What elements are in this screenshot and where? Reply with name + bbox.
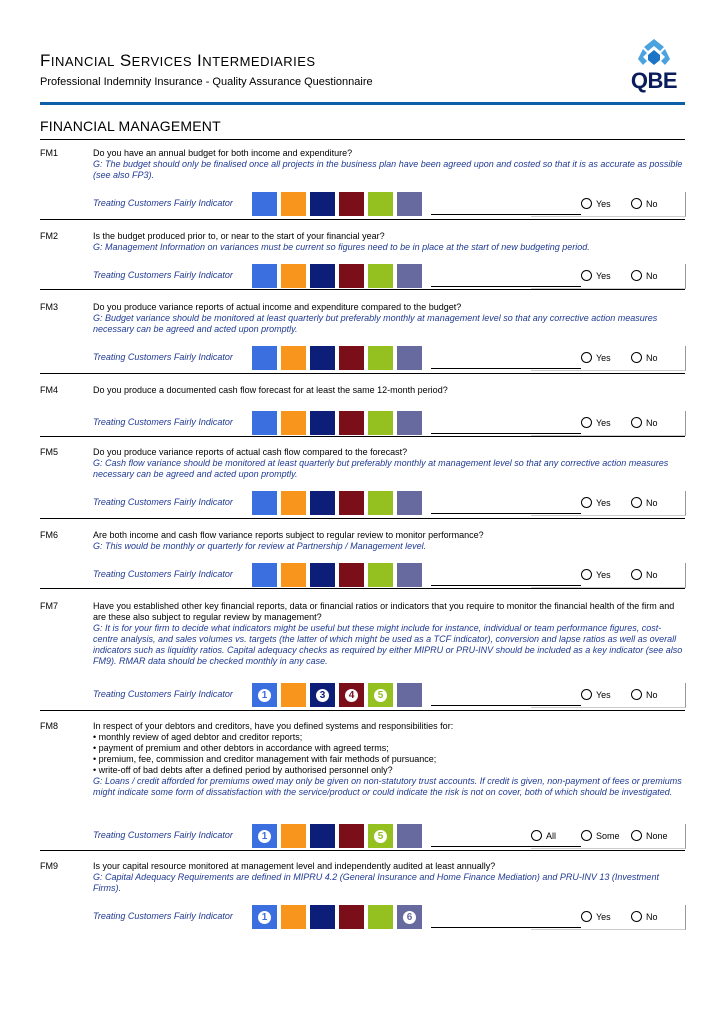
tcf-indicator-row	[93, 346, 685, 370]
tcf-box-6[interactable]	[397, 683, 422, 707]
question-divider	[40, 850, 685, 851]
tcf-box-2[interactable]	[281, 824, 306, 848]
option-label: Yes	[596, 497, 611, 508]
tcf-number-1-icon: 1	[258, 830, 271, 843]
option-yes[interactable]	[581, 270, 611, 281]
question-text: Do you produce a documented cash flow forecast for at least the same 12-month period?	[93, 385, 448, 395]
radio-icon[interactable]	[631, 911, 642, 922]
option-yes[interactable]	[581, 352, 611, 363]
tcf-number-1-icon: 1	[258, 689, 271, 702]
title-word-1: FINANCIAL	[40, 51, 115, 70]
answer-options	[531, 824, 686, 849]
tcf-box-5[interactable]	[368, 192, 393, 216]
tcf-box-2[interactable]	[281, 264, 306, 288]
question-id: FM1	[40, 148, 58, 158]
tcf-box-2[interactable]	[281, 905, 306, 929]
tcf-box-3[interactable]	[310, 192, 335, 216]
tcf-box-5[interactable]	[368, 824, 393, 848]
option-yes[interactable]	[581, 911, 611, 922]
radio-icon[interactable]	[631, 569, 642, 580]
section-rule	[40, 139, 685, 140]
tcf-box-6[interactable]	[397, 411, 422, 435]
document-header	[40, 51, 688, 107]
title-word-3: INTERMEDIARIES	[196, 51, 316, 70]
tcf-box-3[interactable]	[310, 411, 335, 435]
tcf-label: Treating Customers Fairly Indicator	[93, 497, 233, 507]
option-yes[interactable]	[581, 497, 611, 508]
tcf-box-4[interactable]	[339, 824, 364, 848]
option-label: Yes	[596, 270, 611, 281]
answer-options	[531, 264, 686, 289]
tcf-box-4[interactable]	[339, 264, 364, 288]
question-id: FM7	[40, 601, 58, 611]
tcf-number-5-icon: 5	[374, 830, 387, 843]
section-title: FINANCIAL MANAGEMENT	[40, 118, 221, 134]
question-text: Do you produce variance reports of actual income and expenditure compared to the budget?	[93, 302, 462, 312]
tcf-box-4[interactable]	[339, 192, 364, 216]
option-yes[interactable]	[581, 417, 611, 428]
option-label: Yes	[596, 198, 611, 209]
radio-icon[interactable]	[581, 198, 592, 209]
tcf-box-2[interactable]	[281, 346, 306, 370]
tcf-box-1[interactable]	[252, 411, 277, 435]
question-text: Is the budget produced prior to, or near to the start of your financial year?	[93, 231, 385, 241]
radio-icon[interactable]	[581, 352, 592, 363]
question-text: In respect of your debtors and creditors, have you defined systems and responsibilities for: • monthly review of aged debtor and creditor reports; • payment of premium and other debtors in accordance with agreed terms; • premium, fee, commission and creditor management with fair methods of pursuance; • write-off of bad debts after a defined period by authorised personnel only?	[93, 721, 454, 775]
guidance-note: G: Management Information on variances must be current so figures need to be in place at the start of new budgeting period.	[93, 242, 590, 252]
option-label: No	[646, 569, 658, 580]
option-label: No	[646, 417, 658, 428]
header-rule	[40, 102, 685, 105]
option-yes[interactable]	[581, 198, 611, 209]
tcf-box-2[interactable]	[281, 491, 306, 515]
tcf-box-2[interactable]	[281, 192, 306, 216]
tcf-label: Treating Customers Fairly Indicator	[93, 911, 233, 921]
tcf-box-1[interactable]	[252, 192, 277, 216]
option-label: No	[646, 270, 658, 281]
option-label: No	[646, 198, 658, 209]
radio-icon[interactable]	[631, 689, 642, 700]
question-body	[93, 447, 685, 480]
tcf-indicator-row	[93, 264, 685, 288]
question-id: FM8	[40, 721, 58, 731]
qbe-logo-icon	[626, 38, 682, 68]
tcf-box-1[interactable]	[252, 824, 277, 848]
tcf-box-1[interactable]	[252, 683, 277, 707]
title-word-2: SERVICES	[119, 51, 192, 70]
option-yes[interactable]	[581, 689, 611, 700]
tcf-number-6-icon: 6	[403, 911, 416, 924]
radio-icon[interactable]	[581, 689, 592, 700]
question-body	[93, 601, 685, 667]
option-no[interactable]	[631, 497, 658, 508]
tcf-box-5[interactable]	[368, 563, 393, 587]
tcf-box-4[interactable]	[339, 411, 364, 435]
tcf-box-5[interactable]	[368, 346, 393, 370]
option-label: Yes	[596, 911, 611, 922]
tcf-indicator-row	[93, 905, 685, 929]
question-body	[93, 148, 685, 181]
question-id: FM5	[40, 447, 58, 457]
tcf-label: Treating Customers Fairly Indicator	[93, 198, 233, 208]
guidance-note: G: Loans / credit afforded for premiums owed may only be given on non-statutory trust accounts. If credit is given, non-payment of fees or premiums might indicate some form of dissatisfaction with the service/product or could indicate the risk is not on cover, both of which should be investigated.	[93, 776, 682, 797]
option-all[interactable]	[531, 830, 556, 841]
guidance-note: G: The budget should only be finalised once all projects in the business plan have been agreed upon and costed so that it is as accurate as possible (see also FP3).	[93, 159, 683, 180]
radio-icon[interactable]	[631, 352, 642, 363]
tcf-box-2[interactable]	[281, 563, 306, 587]
option-label: No	[646, 911, 658, 922]
option-label: Some	[596, 830, 620, 841]
tcf-indicator-row	[93, 563, 685, 587]
answer-options	[531, 346, 686, 371]
radio-icon[interactable]	[531, 830, 542, 841]
option-label: No	[646, 497, 658, 508]
question-divider	[40, 518, 685, 519]
option-none[interactable]	[631, 830, 668, 841]
tcf-indicator-row	[93, 411, 685, 435]
answer-options	[531, 192, 686, 217]
question-body	[93, 302, 685, 335]
guidance-note: G: Budget variance should be monitored at least quarterly but preferably monthly at management level so that any corrective action measures necessary can be agreed and acted upon promptly.	[93, 313, 658, 334]
tcf-number-3-icon: 3	[316, 689, 329, 702]
logo-wordmark: QBE	[630, 68, 678, 93]
tcf-box-4[interactable]	[339, 346, 364, 370]
tcf-box-1[interactable]	[252, 264, 277, 288]
qbe-logo	[626, 38, 682, 98]
radio-icon[interactable]	[631, 270, 642, 281]
option-label: No	[646, 689, 658, 700]
question-text: Do you have an annual budget for both income and expenditure?	[93, 148, 353, 158]
tcf-box-3[interactable]	[310, 563, 335, 587]
question-divider	[40, 289, 685, 290]
radio-icon[interactable]	[631, 830, 642, 841]
question-divider	[40, 436, 685, 437]
tcf-box-4[interactable]	[339, 563, 364, 587]
radio-icon[interactable]	[581, 911, 592, 922]
question-text: Have you established other key financial reports, data or financial ratios or indicators that you require to monitor the financial health of the firm and are these also subject to regular review by management?	[93, 601, 675, 622]
tcf-box-3[interactable]	[310, 346, 335, 370]
option-label: Yes	[596, 689, 611, 700]
question-divider	[40, 710, 685, 711]
tcf-box-1[interactable]	[252, 905, 277, 929]
tcf-box-4[interactable]	[339, 905, 364, 929]
tcf-label: Treating Customers Fairly Indicator	[93, 417, 233, 427]
tcf-box-6[interactable]	[397, 563, 422, 587]
document-title	[40, 51, 688, 72]
tcf-box-6[interactable]	[397, 192, 422, 216]
question-id: FM6	[40, 530, 58, 540]
tcf-box-6[interactable]	[397, 824, 422, 848]
tcf-box-1[interactable]	[252, 491, 277, 515]
tcf-box-4[interactable]	[339, 683, 364, 707]
tcf-label: Treating Customers Fairly Indicator	[93, 689, 233, 699]
tcf-box-3[interactable]	[310, 264, 335, 288]
tcf-box-3[interactable]	[310, 824, 335, 848]
tcf-box-5[interactable]	[368, 491, 393, 515]
question-id: FM3	[40, 302, 58, 312]
option-yes[interactable]	[581, 569, 611, 580]
answer-options	[531, 491, 686, 516]
radio-icon[interactable]	[631, 417, 642, 428]
option-label: No	[646, 352, 658, 363]
radio-icon[interactable]	[581, 830, 592, 841]
radio-icon[interactable]	[581, 417, 592, 428]
question-text: Is your capital resource monitored at management level and independently audited at least annually?	[93, 861, 496, 871]
answer-options	[531, 683, 686, 708]
question-divider	[40, 373, 685, 374]
radio-icon[interactable]	[581, 497, 592, 508]
tcf-box-6[interactable]	[397, 346, 422, 370]
tcf-indicator-row	[93, 683, 685, 707]
tcf-box-6[interactable]	[397, 905, 422, 929]
tcf-box-5[interactable]	[368, 683, 393, 707]
answer-options	[531, 563, 686, 588]
question-body	[93, 530, 685, 552]
option-label: None	[646, 830, 668, 841]
tcf-box-4[interactable]	[339, 491, 364, 515]
tcf-number-1-icon: 1	[258, 911, 271, 924]
question-body	[93, 231, 685, 253]
tcf-box-5[interactable]	[368, 905, 393, 929]
option-label: Yes	[596, 569, 611, 580]
guidance-note: G: This would be monthly or quarterly for review at Partnership / Management level.	[93, 541, 427, 551]
guidance-note: G: Cash flow variance should be monitored at least quarterly but preferably monthly at management level so that any corrective action measures necessary can be agreed and acted upon promptly.	[93, 458, 669, 479]
document-subtitle: Professional Indemnity Insurance - Quality Assurance Questionnaire	[40, 76, 373, 88]
guidance-note: G: Capital Adequacy Requirements are defined in MIPRU 4.2 (General Insurance and Home Finance Mediation) and PRU-INV 13 (Investment Firms).	[93, 872, 659, 893]
tcf-label: Treating Customers Fairly Indicator	[93, 352, 233, 362]
radio-icon[interactable]	[581, 569, 592, 580]
question-body	[93, 385, 685, 396]
option-no[interactable]	[631, 569, 658, 580]
tcf-number-4-icon: 4	[345, 689, 358, 702]
tcf-box-2[interactable]	[281, 411, 306, 435]
tcf-indicator-row	[93, 824, 685, 848]
option-no[interactable]	[631, 417, 658, 428]
question-divider	[40, 219, 685, 220]
option-no[interactable]	[631, 911, 658, 922]
question-text: Are both income and cash flow variance reports subject to regular review to monitor performance?	[93, 530, 484, 540]
question-body	[93, 861, 685, 894]
tcf-box-3[interactable]	[310, 491, 335, 515]
question-divider	[40, 588, 685, 589]
tcf-box-5[interactable]	[368, 264, 393, 288]
question-text: Do you produce variance reports of actual cash flow compared to the forecast?	[93, 447, 408, 457]
radio-icon[interactable]	[631, 497, 642, 508]
tcf-box-1[interactable]	[252, 346, 277, 370]
tcf-number-5-icon: 5	[374, 689, 387, 702]
question-id: FM9	[40, 861, 58, 871]
tcf-label: Treating Customers Fairly Indicator	[93, 830, 233, 840]
tcf-box-6[interactable]	[397, 264, 422, 288]
option-label: Yes	[596, 352, 611, 363]
tcf-box-3[interactable]	[310, 683, 335, 707]
option-label: Yes	[596, 417, 611, 428]
question-body	[93, 721, 685, 798]
option-some[interactable]	[581, 830, 620, 841]
tcf-box-3[interactable]	[310, 905, 335, 929]
tcf-box-5[interactable]	[368, 411, 393, 435]
tcf-label: Treating Customers Fairly Indicator	[93, 270, 233, 280]
tcf-label: Treating Customers Fairly Indicator	[93, 569, 233, 579]
option-no[interactable]	[631, 198, 658, 209]
guidance-note: G: It is for your firm to decide what indicators might be useful but these might include for instance, individual or team performance figures, cost-centre analysis, and sales volumes vs. targets (the latter of which might be used as a TCF indicator), conversion and lapse ratios as well as overall indicators such as liquidity ratios. Capital adequacy checks as required by either MIPRU or PRU-INV should be included as a key indicator (see also FM9). RMAR data should be checked monthly in any case.	[93, 623, 683, 666]
tcf-indicator-row	[93, 192, 685, 216]
radio-icon[interactable]	[581, 270, 592, 281]
option-label: All	[546, 830, 557, 841]
option-no[interactable]	[631, 689, 658, 700]
option-no[interactable]	[631, 270, 658, 281]
option-no[interactable]	[631, 352, 658, 363]
tcf-box-1[interactable]	[252, 563, 277, 587]
answer-options	[531, 905, 686, 930]
tcf-indicator-row	[93, 491, 685, 515]
question-id: FM2	[40, 231, 58, 241]
tcf-box-6[interactable]	[397, 491, 422, 515]
question-id: FM4	[40, 385, 58, 395]
tcf-box-2[interactable]	[281, 683, 306, 707]
answer-options	[531, 411, 686, 436]
radio-icon[interactable]	[631, 198, 642, 209]
